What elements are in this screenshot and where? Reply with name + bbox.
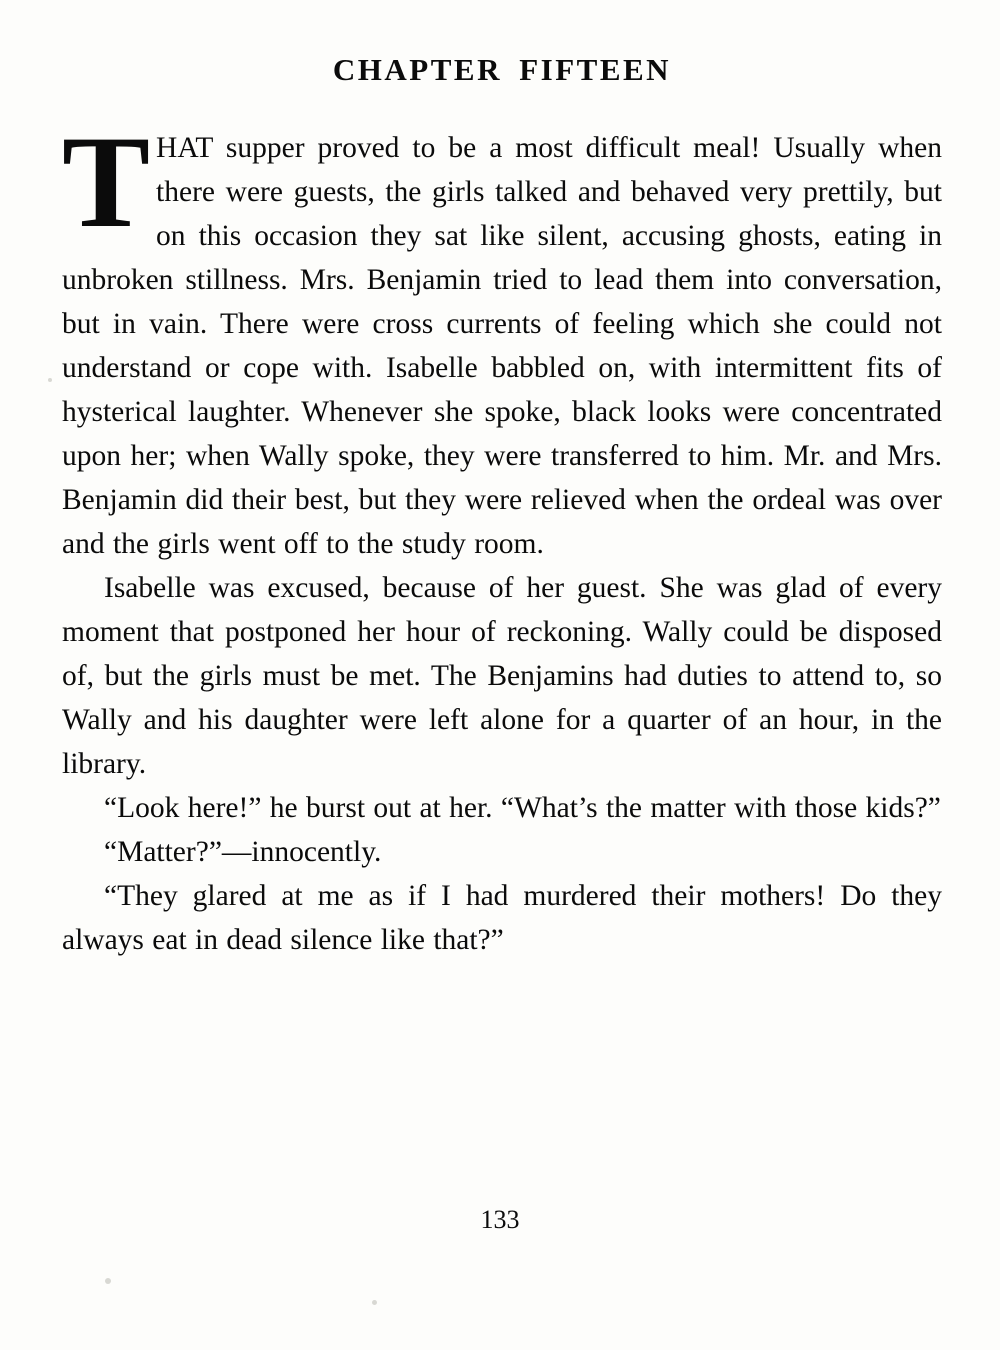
paper-speck [372, 1300, 377, 1305]
chapter-heading: CHAPTER FIFTEEN [332, 52, 672, 87]
paragraph-4: “Matter?”—innocently. [104, 836, 382, 868]
paragraph-1 [62, 108, 942, 566]
paragraph-3: “Look here!” he burst out at her. “What’s the matter with those kids?” [104, 792, 941, 824]
page-number: 133 [480, 1205, 520, 1234]
body-text [62, 108, 942, 962]
drop-cap-letter: T [62, 108, 151, 255]
paragraph-5: “They glared at me as if I had murdered their mothers! Do they always eat in dead silence like that?” [62, 880, 942, 956]
paragraph-1-text: HAT supper proved to be a most difficult meal! Usually when there were guests, the girls talked and behaved very prettily, but on this occasion they sat like silent, accusing ghosts, eating in unbroken stillness. Mrs. Benjamin tried to lead them into conversation, but in vain. There were cross currents of feeling which she could not understand or cope with. Isabelle babbled on, with intermittent fits of hysterical laughter. Whenever she spoke, black looks were concentrated upon her; when Wally spoke, they were transferred to him. Mr. and Mrs. Benjamin did their best, but they were relieved when the ordeal was over and the girls went off to the study room. [62, 132, 942, 560]
paper-speck [48, 378, 52, 382]
paper-speck [105, 1278, 111, 1284]
paragraph-2: Isabelle was excused, because of her guest. She was glad of every moment that postponed her hour of reckoning. Wally could be disposed of, but the girls must be met. The Benjamins had duties to attend to, so Wally and his daughter were left alone for a quarter of an hour, in the library. [62, 572, 942, 780]
page-content [62, 52, 942, 962]
